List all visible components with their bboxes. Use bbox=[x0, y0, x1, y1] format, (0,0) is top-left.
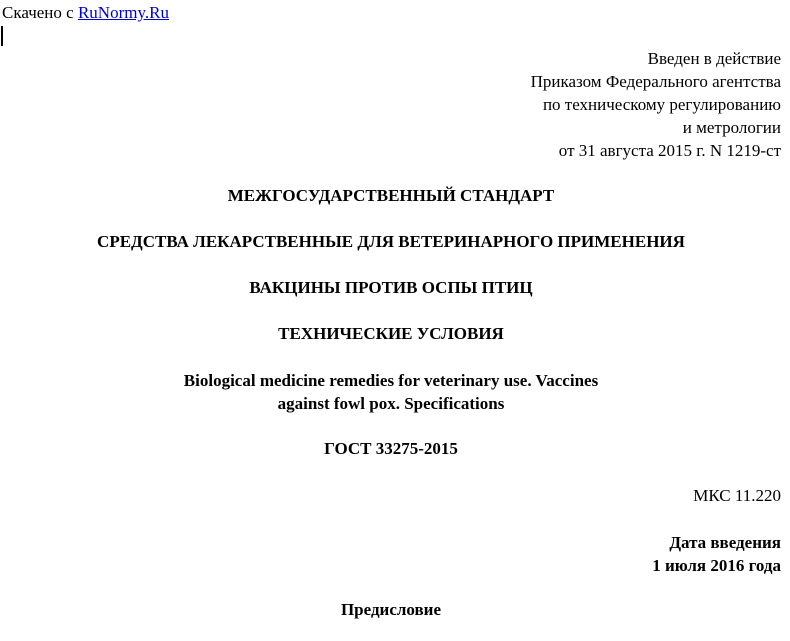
standard-type-heading: МЕЖГОСУДАРСТВЕННЫЙ СТАНДАРТ bbox=[227, 186, 555, 205]
enactment-line: и метрологии bbox=[682, 118, 781, 137]
source-link[interactable]: RuNormy.Ru bbox=[77, 3, 169, 22]
introduction-date-block bbox=[652, 531, 781, 577]
source-line bbox=[2, 3, 169, 23]
enactment-line: от 31 августа 2015 г. N 1219-ст bbox=[558, 141, 781, 160]
enactment-block bbox=[531, 47, 781, 162]
source-prefix: Скачено с bbox=[2, 3, 78, 22]
english-title-line-2: against fowl pox. Specifications bbox=[277, 394, 505, 413]
enactment-line: по техническому регулированию bbox=[542, 95, 781, 114]
foreword-heading: Предисловие bbox=[340, 600, 442, 619]
title-line-3: ТЕХНИЧЕСКИЕ УСЛОВИЯ bbox=[278, 324, 504, 343]
enactment-line: Введен в действие bbox=[647, 49, 781, 68]
introduction-date-value: 1 июля 2016 года bbox=[652, 556, 781, 575]
english-title-line-1: Biological medicine remedies for veterinary use. Vaccines bbox=[183, 371, 599, 390]
title-line-1: СРЕДСТВА ЛЕКАРСТВЕННЫЕ ДЛЯ ВЕТЕРИНАРНОГО ПРИМЕНЕНИЯ bbox=[97, 232, 685, 251]
gost-number: ГОСТ 33275-2015 bbox=[324, 439, 458, 458]
title-line-2: ВАКЦИНЫ ПРОТИВ ОСПЫ ПТИЦ bbox=[249, 278, 533, 297]
text-cursor bbox=[1, 26, 3, 46]
mks-code: МКС 11.220 bbox=[693, 486, 781, 505]
enactment-line: Приказом Федерального агентства bbox=[530, 72, 781, 91]
introduction-date-label: Дата введения bbox=[669, 533, 781, 552]
english-title bbox=[0, 369, 782, 415]
